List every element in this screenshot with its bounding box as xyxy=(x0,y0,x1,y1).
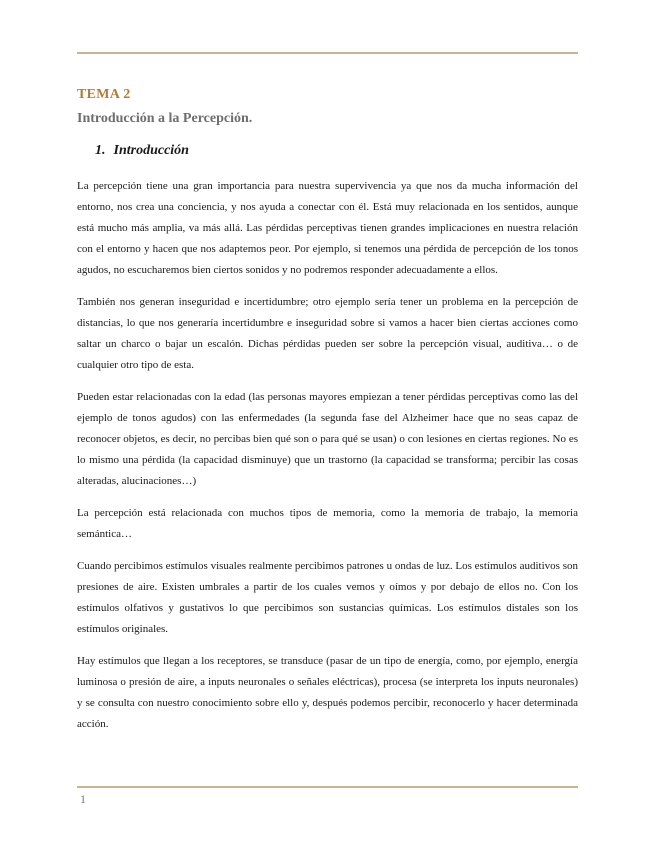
section-title: Introducción xyxy=(113,143,189,158)
section-number: 1. xyxy=(95,143,106,158)
footer-rule xyxy=(77,786,578,788)
paragraph: Hay estímulos que llegan a los receptores, se transduce (pasar de un tipo de energía, como, por ejemplo, energía luminosa o presión de aire, a inputs neuronales o señales eléctricas), procesa (se interpreta los inputs neuronales) y se consulta con nuestro conocimiento sobre ello y, después podemos percibir, reconocerlo y hacer determinada acción. xyxy=(77,655,578,730)
section-heading xyxy=(95,142,578,160)
header-rule xyxy=(77,52,578,54)
paragraph: También nos generan inseguridad e incertidumbre; otro ejemplo sería tener un problema en la percepción de distancias, lo que nos generaría incertidumbre e inseguridad sobre si vamos a hacer bien ciertas acciones como saltar un charco o bajar un escalón. Dichas pérdidas pueden ser sobre la percepción visual, auditiva… o de cualquier otro tipo de esta. xyxy=(77,296,578,371)
chapter-title: Introducción a la Percepción. xyxy=(77,111,253,126)
page-number: 1 xyxy=(80,792,86,806)
paragraph: Pueden estar relacionadas con la edad (las personas mayores empiezan a tener pérdidas perceptivas como las del ejemplo de tonos agudos) con las enfermedades (la segunda fase del Alzheimer hace que no seas capaz de reconocer objetos, es decir, no percibas bien qué son o para qué se usan) o con lesiones en ciertas regiones. No es lo mismo una pérdida (la capacidad disminuye) que un trastorno (la capacidad se transforma; percibir las cosas alteradas, alucinaciones…) xyxy=(77,391,578,487)
paragraph: Cuando percibimos estímulos visuales realmente percibimos patrones u ondas de luz. Los estímulos auditivos son presiones de aire. Existen umbrales a partir de los cuales vemos y oímos y por debajo de ellos no. Con los estímulos olfativos y gustativos lo que percibimos son sustancias químicas. Los estímulos distales son los estímulos originales. xyxy=(77,560,578,635)
document-body xyxy=(77,86,578,746)
paragraph-list xyxy=(77,176,578,735)
chapter-label: TEMA 2 xyxy=(77,87,131,102)
paragraph: La percepción tiene una gran importancia para nuestra supervivencia ya que nos da mucha información del entorno, nos crea una conciencia, y nos ayuda a conectar con él. Está muy relacionada en los sentidos, aunque está mucho más amplia, va más allá. Las pérdidas perceptivas tienen grandes implicaciones en nuestra relación con el entorno y hacen que nos adaptemos peor. Por ejemplo, si tenemos una pérdida de percepción de los tonos agudos, no escucharemos bien ciertos sonidos y no podremos responder adecuadamente a ellos. xyxy=(77,180,578,276)
paragraph: La percepción está relacionada con muchos tipos de memoria, como la memoria de trabajo, la memoria semántica… xyxy=(77,507,578,540)
